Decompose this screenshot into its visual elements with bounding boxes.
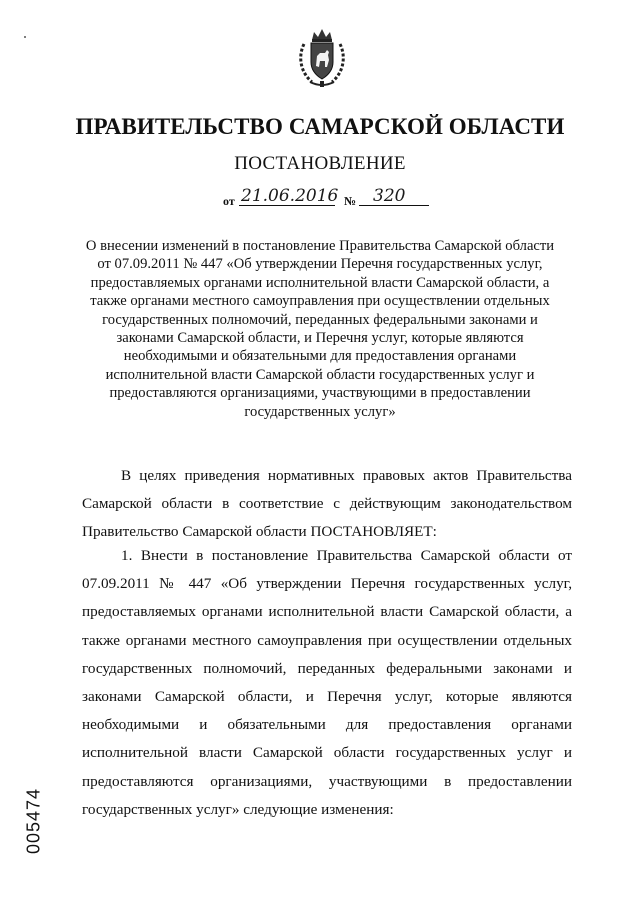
samara-oblast-coat-of-arms-icon [296, 26, 348, 90]
date-number-line [223, 186, 433, 208]
margin-stamp-number: 005474 [23, 787, 44, 855]
number-underline [359, 205, 429, 206]
margin-stamp [22, 786, 46, 856]
document-subject: О внесении изменений в постановление Правительства Самарской области от 07.09.2011 № 447 «Об утверждении Перечня государственных услуг, предоставляемых органами исполнительной власти Самарской области, а также органами местного самоуправления при осуществлении отдельных государственных полномочий, переданных федеральными законами и законами Самарской области, и Перечня услуг, которые являются необходимыми и обязательными для предоставления органами исполнительной власти Самарской области государственных услуг и предоставляются организациями, участвующими в предоставлении государственных услуг» [85, 238, 555, 420]
document-type: ПОСТАНОВЛЕНИЕ [234, 153, 406, 174]
date-prefix: от [223, 194, 235, 208]
handwritten-number: 320 [373, 186, 406, 206]
government-title: ПРАВИТЕЛЬСТВО САМАРСКОЙ ОБЛАСТИ [75, 114, 565, 139]
body-paragraph-1: В целях приведения нормативных правовых актов Правительства Самарской области в соответствие с действующим законодательством Правительство Самарской области ПОСТАНОВЛЯЕТ: [82, 467, 572, 541]
body-paragraph-2: 1. Внести в постановление Правительства Самарской области от 07.09.2011 № 447 «Об утверждении Перечня государственных услуг, предоставляемых органами исполнительной власти Самарской области, а также органами местного самоуправления при осуществлении отдельных государственных полномочий, переданных федеральными законами и законами Самарской области, и Перечня услуг, которые являются необходимыми и обязательными для предоставления органами исполнительной власти Самарской области государственных услуг и предоставляются организациями, участвующими в предоставлении государственных услуг» следующие изменения: [82, 547, 572, 818]
handwritten-date: 21.06.2016 [241, 186, 339, 206]
date-underline [239, 205, 335, 206]
scan-speck [24, 36, 26, 38]
number-prefix: № [344, 194, 357, 208]
